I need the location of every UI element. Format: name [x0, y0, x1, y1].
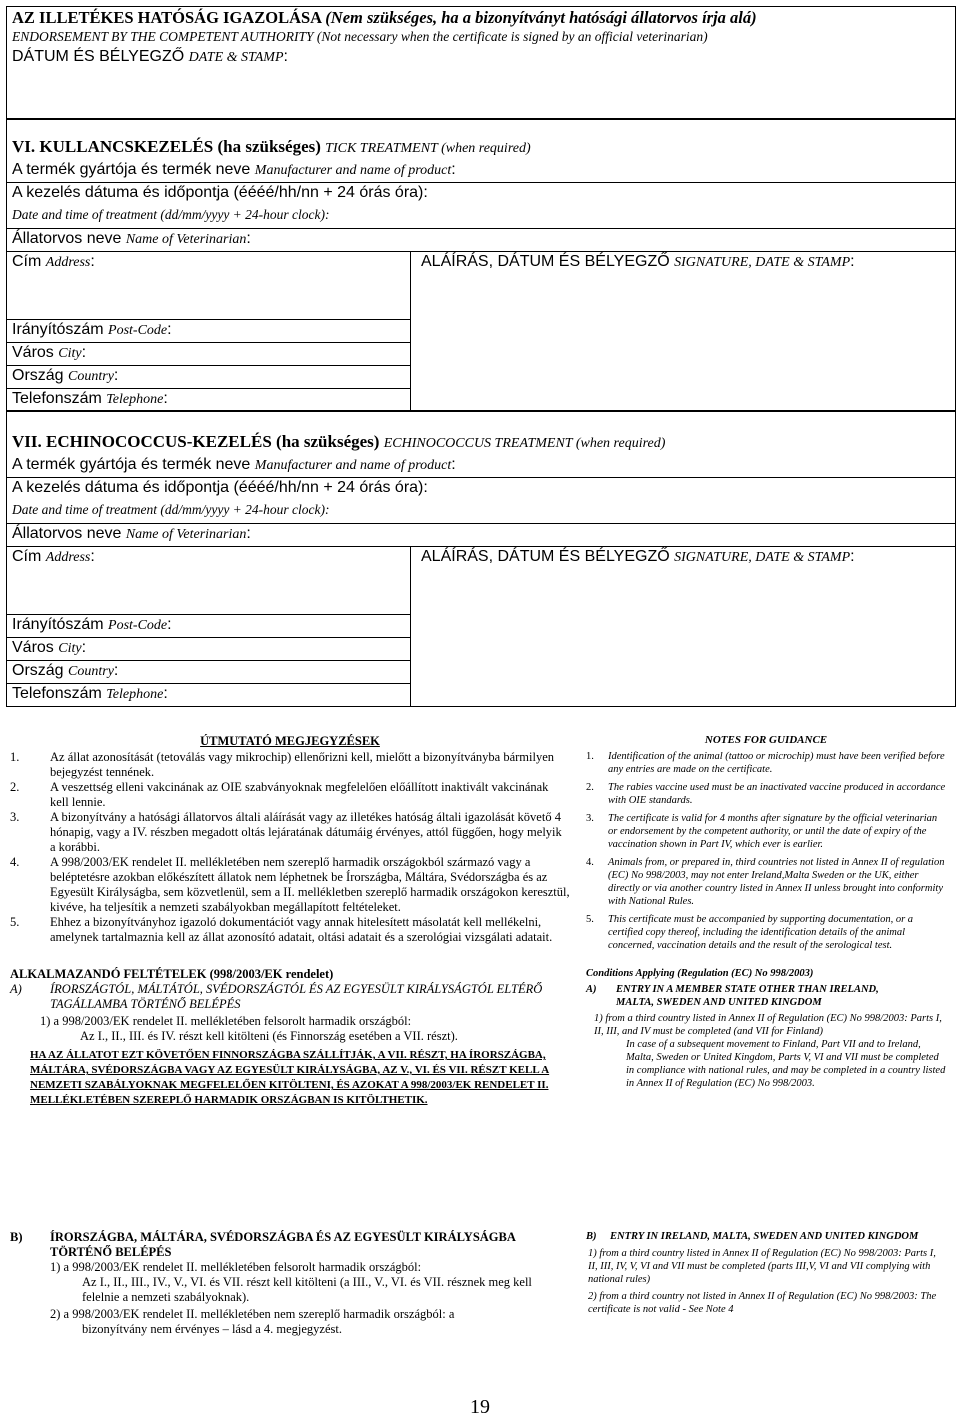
- conditions-en-a1b: In case of a subsequent movement to Finland, Part VII and to Ireland, Malta, Sweden or United Kingdom, Parts V, VI and VII must be completed in compliance with national rules, and may be completed in a country listed in Annex II of Regulation (EC) No 998/2003.: [626, 1039, 946, 1089]
- tick-postcode-hu: Irányítószám: [12, 321, 104, 338]
- conditions-en-a1: 1) from a third country listed in Annex II of Regulation (EC) No 998/2003: Parts I, II, III, and IV must be completed (and VII for Finland): [594, 1013, 942, 1037]
- authority-title-hu: AZ ILLETÉKES HATÓSÁG IGAZOLÁSA: [12, 8, 322, 27]
- tick-manufacturer-hu: A termék gyártója és termék neve: [12, 161, 251, 178]
- echino-divider-2: [6, 523, 956, 524]
- tick-signature-label: ALÁÍRÁS, DÁTUM ÉS BÉLYEGZŐ SIGNATURE, DATE & STAMP:: [421, 253, 855, 270]
- echino-address-label: Cím Address:: [12, 548, 95, 565]
- conditions-en-a-title: ENTRY IN A MEMBER STATE OTHER THAN IRELAND, MALTA, SWEDEN AND UNITED KINGDOM: [616, 984, 879, 1008]
- echino-city-label: Város City:: [12, 639, 87, 656]
- echino-heading: [12, 432, 665, 452]
- conditions-hu-a1: 1) a 998/2003/EK rendelet II. mellékletében felsorolt harmadik országból:: [40, 1014, 412, 1028]
- notes-hu-item-4: 4. A 998/2003/EK rendelet II. mellékletében nem szereplő harmadik országokból származó vagy a beléptetésre azokban előkészített állatok nem léphetnek be Írországba, Máltára, Svédországba és az Egyesült Királyságba, sem közvetlenül, sem a II. mellékletben szereplő harmadik országokon keresztül, kivéve, ha teljesítik a nemzeti szabályokban megállapított feltételeket.: [10, 855, 570, 914]
- tick-signature-en: SIGNATURE, DATE & STAMP: [674, 255, 851, 270]
- echino-vet-en: Name of Veterinarian: [125, 527, 247, 542]
- tick-city-en: City: [58, 346, 82, 361]
- notes-en-text-1: Identification of the animal (tattoo or microchip) must have been verified before any entries are made on the certificate.: [608, 751, 945, 775]
- conditions-hu-b: [10, 1230, 570, 1337]
- echino-address-hu: Cím: [12, 548, 42, 565]
- echino-manufacturer-label: A termék gyártója és termék neve Manufacturer and name of product:: [12, 456, 456, 473]
- tick-country-hu: Ország: [12, 367, 64, 384]
- tick-signature-hu: ALÁÍRÁS, DÁTUM ÉS BÉLYEGZŐ: [421, 253, 670, 270]
- echino-heading-en: ECHINOCOCCUS TREATMENT (when required): [383, 436, 666, 451]
- notes-hu-text-5: Ehhez a bizonyítványhoz igazoló dokumentációt vagy annak hitelesített másolatát kell mellékelni, amelynek tartalmaznia kell az állat azonosító adatait, oltási adatait és a szerológiai vizsgálati adatait.: [50, 915, 553, 944]
- echino-date-label: A kezelés dátuma és időpontja (éééé/hh/nn + 24 órás óra):: [12, 479, 428, 496]
- authority-stamp-hu: DÁTUM ÉS BÉLYEGZŐ: [12, 48, 185, 65]
- echino-postcode-en: Post-Code: [108, 618, 168, 633]
- tick-column-divider: [410, 251, 411, 411]
- conditions-hu-a1b: Az I., II., III. és IV. részt kell kitölteni (és Finnország esetében a VII. részt).: [80, 1029, 458, 1043]
- echino-postcode-label: Irányítószám Post-Code:: [12, 616, 172, 633]
- notes-hu-title: ÚTMUTATÓ MEGJEGYZÉSEK: [200, 734, 380, 748]
- echino-divider-3: [6, 546, 956, 547]
- tick-address-en: Address: [45, 255, 91, 270]
- conditions-hu: [10, 967, 570, 1108]
- echino-address-en: Address: [45, 550, 91, 565]
- notes-hu-text-3: A bizonyítvány a hatósági állatorvos általi aláírását vagy az illetékes hatóság általi igazolását követő 4 hónapig, vagy a IV. részben megadott oltás lejáratának dátumáig érvényes, attól függően, hogy melyik a korábbi.: [50, 810, 562, 854]
- page-number: 19: [470, 1396, 490, 1418]
- tick-country-en: Country: [68, 369, 114, 384]
- tick-city-label: Város City:: [12, 344, 87, 361]
- conditions-hu-warning: HA AZ ÁLLATOT EZT KÖVETŐEN FINNORSZÁGBA SZÁLLÍTJÁK, A VII. RÉSZT, HA ÍRORSZÁGBA, MÁLTÁRA, SVÉDORSZÁGBA VAGY AZ EGYESÜLT KIRÁLYSÁGBA, AZ V., VI. ÉS VII. RÉSZT KELL A NEMZETI SZABÁLYOKNAK MEGFELELŐEN KITÖLTENI, ÉS AZOKAT A 998/2003/EK RENDELET II. MELLÉKLETÉBEN SZEREPLŐ HARMADIK ORSZÁGBAN IS KITÖLTHETIK.: [30, 1049, 550, 1106]
- echino-signature-en: SIGNATURE, DATE & STAMP: [674, 550, 851, 565]
- tick-phone-en: Telephone: [106, 392, 164, 407]
- tick-vet-hu: Állatorvos neve: [12, 230, 122, 247]
- tick-manufacturer-label: A termék gyártója és termék neve Manufacturer and name of product:: [12, 161, 456, 178]
- authority-stamp-label: DÁTUM ÉS BÉLYEGZŐ DATE & STAMP:: [12, 48, 288, 65]
- conditions-en: [586, 967, 946, 1090]
- tick-vet-label: Állatorvos neve Name of Veterinarian:: [12, 230, 251, 247]
- notes-en-item-2: 2. The rabies vaccine used must be an inactivated vaccine produced in accordance with OIE standards.: [586, 782, 946, 806]
- echino-country-line: [6, 683, 410, 684]
- notes-en-item-5: 5. This certificate must be accompanied by supporting documentation, or a certified copy thereof, including the identification details of the animal concerned, vaccination details and the result of the serological test.: [586, 913, 946, 952]
- conditions-en-b: [586, 1230, 946, 1316]
- conditions-hu-a-label: A): [10, 982, 22, 996]
- notes-en-text-5: This certificate must be accompanied by supporting documentation, or a certified copy thereof, including the identification details of the animal concerned, vaccination details and the result of the serological test.: [608, 914, 914, 951]
- tick-address-hu: Cím: [12, 253, 42, 270]
- notes-en-item-3: 3. The certificate is valid for 4 months after signature by the official veterinarian or endorsement by the competent authority, or until the date of expiry of the vaccination shown in Part IV, which ever is earlier.: [586, 812, 946, 851]
- tick-vet-en: Name of Veterinarian: [125, 232, 247, 247]
- conditions-hu-b-label: B): [10, 1230, 23, 1244]
- echino-signature-hu: ALÁÍRÁS, DÁTUM ÉS BÉLYEGZŐ: [421, 548, 670, 565]
- echino-address-line: [6, 614, 410, 615]
- conditions-en-b-label: B): [586, 1231, 597, 1242]
- echino-vet-label: Állatorvos neve Name of Veterinarian:: [12, 525, 251, 542]
- echino-country-label: Ország Country:: [12, 662, 119, 679]
- conditions-en-a-label: A): [586, 984, 597, 995]
- tick-divider-2: [6, 228, 956, 229]
- authority-title: [12, 8, 757, 28]
- echino-signature-label: ALÁÍRÁS, DÁTUM ÉS BÉLYEGZŐ SIGNATURE, DATE & STAMP:: [421, 548, 855, 565]
- echino-country-en: Country: [68, 664, 114, 679]
- notes-en-text-3: The certificate is valid for 4 months after signature by the official veterinarian or endorsement by the competent authority, or until the date of expiry of the vaccination shown in Part IV, which ever is earlier.: [608, 813, 938, 850]
- echino-manufacturer-hu: A termék gyártója és termék neve: [12, 456, 251, 473]
- conditions-hu-a-text: ÍRORSZÁGTÓL, MÁLTÁTÓL, SVÉDORSZÁGTÓL ÉS AZ EGYESÜLT KIRÁLYSÁGTÓL ELTÉRŐ TAGÁLLAMBA TÖRTÉNŐ BELÉPÉS: [50, 982, 543, 1011]
- conditions-en-b2: 2) from a third country not listed in Annex II of Regulation (EC) No 998/2003: The certificate is not valid - See Note 4: [588, 1291, 937, 1315]
- echino-postcode-hu: Irányítószám: [12, 616, 104, 633]
- tick-divider-1: [6, 182, 956, 183]
- notes-hu-text-4: A 998/2003/EK rendelet II. mellékletében nem szereplő harmadik országokból származó vagy a beléptetésre azokban előkészített állatok nem léphetnek be Írországba, Máltára, Svédországba és az Egyesült Királyságba, sem közvetlenül, sem a II. mellékletben szereplő harmadik országokon keresztül, kivéve, ha teljesítik a nemzeti szabályokban megállapított feltételeket.: [50, 855, 570, 914]
- tick-manufacturer-en: Manufacturer and name of product: [254, 163, 452, 178]
- echino-city-en: City: [58, 641, 82, 656]
- echino-heading-hu: VII. ECHINOCOCCUS-KEZELÉS (ha szükséges): [12, 432, 380, 451]
- tick-city-hu: Város: [12, 344, 54, 361]
- notes-en-text-2: The rabies vaccine used must be an inactivated vaccine produced in accordance with OIE standards.: [608, 782, 946, 806]
- echino-phone-label: Telefonszám Telephone:: [12, 685, 168, 702]
- tick-phone-label: Telefonszám Telephone:: [12, 390, 168, 407]
- echino-country-hu: Ország: [12, 662, 64, 679]
- echino-phone-en: Telephone: [106, 687, 164, 702]
- notes-hu-text-1: Az állat azonosítását (tetoválás vagy mikrochip) ellenőrizni kell, mielőtt a bizonyítványba bármilyen bejegyzést tennének.: [50, 750, 555, 779]
- conditions-en-title: Conditions Applying (Regulation (EC) No 998/2003): [586, 968, 814, 979]
- echino-phone-hu: Telefonszám: [12, 685, 102, 702]
- tick-date-en-text: Date and time of treatment (dd/mm/yyyy + 24-hour clock): [12, 207, 326, 222]
- tick-country-line: [6, 388, 410, 389]
- echino-vet-hu: Állatorvos neve: [12, 525, 122, 542]
- conditions-hu-b1: 1) a 998/2003/EK rendelet II. mellékletében felsorolt harmadik országból:: [50, 1260, 422, 1274]
- tick-address-line: [6, 319, 410, 320]
- notes-hu-item-3: 3. A bizonyítvány a hatósági állatorvos általi aláírását vagy az illetékes hatóság általi igazolását követő 4 hónapig, vagy a IV. részben megadott oltás lejáratának dátumáig érvényes, attól függően, hogy melyik a korábbi.: [10, 810, 570, 855]
- tick-heading: [12, 137, 531, 157]
- notes-en-item-1: 1. Identification of the animal (tattoo or microchip) must have been verified before any entries are made on the certificate.: [586, 751, 945, 775]
- authority-title-en: ENDORSEMENT BY THE COMPETENT AUTHORITY (Not necessary when the certificate is signed by an official veterinarian): [12, 29, 708, 44]
- conditions-en-b-title: ENTRY IN IRELAND, MALTA, SWEDEN AND UNITED KINGDOM: [610, 1231, 919, 1242]
- tick-postcode-line: [6, 342, 410, 343]
- tick-postcode-label: Irányítószám Post-Code:: [12, 321, 172, 338]
- echino-date-en-text: Date and time of treatment (dd/mm/yyyy + 24-hour clock): [12, 502, 326, 517]
- echino-divider-1: [6, 477, 956, 478]
- conditions-hu-a: [10, 982, 570, 1012]
- conditions-hu-b2b: bizonyítvány nem érvényes – lásd a 4. megjegyzést.: [82, 1322, 342, 1336]
- notes-hu-item-2: 2. A veszettség elleni vakcinának az OIE szabványoknak megfelelően előállított inaktivált vakcinának kell lennie.: [10, 780, 570, 810]
- notes-en: [586, 734, 946, 952]
- conditions-hu-title: ALKALMAZANDÓ FELTÉTELEK (998/2003/EK rendelet): [10, 967, 334, 981]
- echino-city-line: [6, 660, 410, 661]
- tick-address-label: Cím Address:: [12, 253, 95, 270]
- tick-heading-hu: VI. KULLANCSKEZELÉS (ha szükséges): [12, 137, 321, 156]
- conditions-en-a: [586, 983, 946, 1009]
- conditions-hu-b2: 2) a 998/2003/EK rendelet II. mellékletében nem szereplő harmadik országból: a: [50, 1307, 455, 1321]
- notes-en-title: NOTES FOR GUIDANCE: [704, 734, 828, 746]
- echino-postcode-line: [6, 637, 410, 638]
- notes-en-text-4: Animals from, or prepared in, third countries not listed in Annex II of regulation (EC) No 998/2003, may not enter Ireland,Malta Sweden or the UK, either directly or via another country listed in Annex II unless brought into conformity with National Rules.: [608, 857, 945, 907]
- notes-hu: [10, 734, 570, 945]
- tick-date-en: Date and time of treatment (dd/mm/yyyy + 24-hour clock):: [12, 207, 330, 222]
- notes-hu-item-5: 5. Ehhez a bizonyítványhoz igazoló dokumentációt vagy annak hitelesített másolatát kell mellékelni, amelynek tartalmaznia kell az állat azonosító adatait, oltási adatait és a szerológiai vizsgálati adatait.: [10, 915, 570, 945]
- tick-postcode-en: Post-Code: [108, 323, 168, 338]
- notes-en-item-4: 4. Animals from, or prepared in, third countries not listed in Annex II of regulation (EC) No 998/2003, may not enter Ireland,Malta Sweden or the UK, either directly or via another country listed in Annex II unless brought into conformity with National Rules.: [586, 857, 945, 907]
- echino-city-hu: Város: [12, 639, 54, 656]
- echino-column-divider: [410, 546, 411, 707]
- notes-hu-item-1: 1. Az állat azonosítását (tetoválás vagy mikrochip) ellenőrizni kell, mielőtt a bizonyítványba bármilyen bejegyzést tennének.: [10, 750, 570, 780]
- conditions-en-b1: 1) from a third country listed in Annex II of Regulation (EC) No 998/2003: Parts I, II, III, IV, V, VI and VII must be completed (parts III,V, VI and VII complying with national rules): [588, 1248, 936, 1285]
- tick-country-label: Ország Country:: [12, 367, 119, 384]
- tick-date-label: A kezelés dátuma és időpontja (éééé/hh/nn + 24 órás óra):: [12, 184, 428, 201]
- tick-heading-en: TICK TREATMENT (when required): [325, 141, 531, 156]
- tick-city-line: [6, 365, 410, 366]
- notes-hu-text-2: A veszettség elleni vakcinának az OIE szabványoknak megfelelően előállított inaktivált vakcinának kell lennie.: [50, 780, 549, 809]
- echino-date-en: Date and time of treatment (dd/mm/yyyy + 24-hour clock):: [12, 502, 330, 517]
- authority-stamp-en: DATE & STAMP: [188, 50, 284, 65]
- echino-manufacturer-en: Manufacturer and name of product: [254, 458, 452, 473]
- conditions-hu-b-title: ÍRORSZÁGBA, MÁLTÁRA, SVÉDORSZÁGBA ÉS AZ EGYESÜLT KIRÁLYSÁGBA TÖRTÉNŐ BELÉPÉS: [50, 1230, 516, 1259]
- authority-title-note: (Nem szükséges, ha a bizonyítványt hatósági állatorvos írja alá): [325, 8, 757, 27]
- tick-phone-hu: Telefonszám: [12, 390, 102, 407]
- tick-divider-3: [6, 251, 956, 252]
- conditions-hu-b1b: Az I., II., III., IV., V., VI. és VII. részt kell kitölteni (a III., V., VI. és VII. résznek meg kell felelnie a nemzeti szabályoknak).: [82, 1275, 532, 1304]
